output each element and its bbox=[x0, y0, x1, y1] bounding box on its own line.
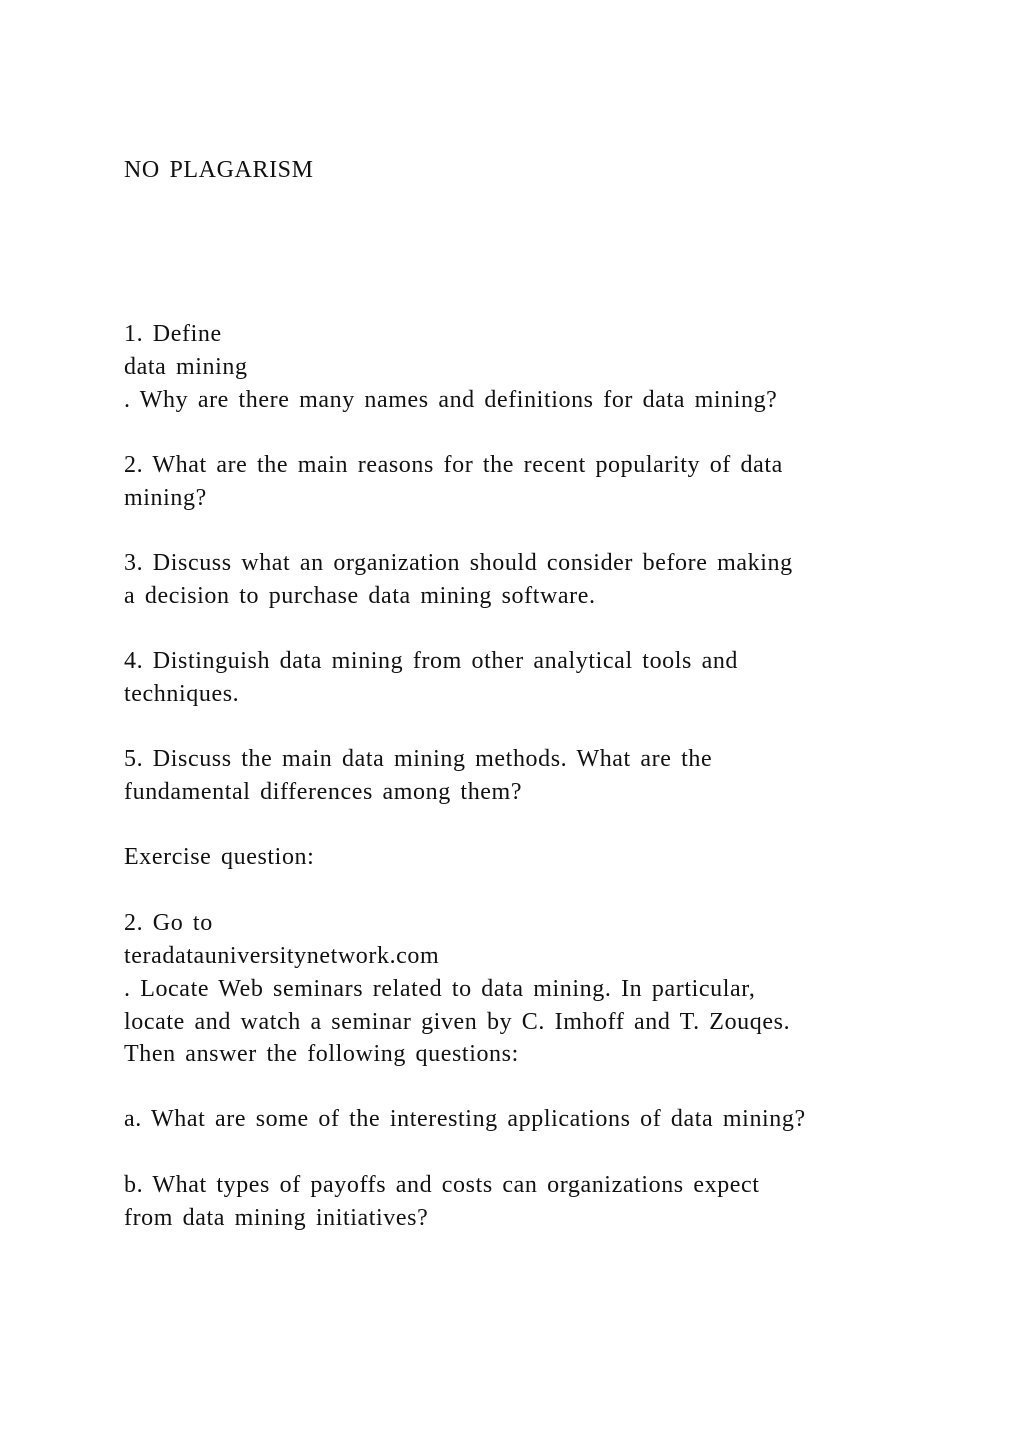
question-5-line-1: 5. Discuss the main data mining methods. What are the bbox=[124, 746, 713, 772]
exercise-2-line-3: . Locate Web seminars related to data mining. In particular, bbox=[124, 976, 756, 1002]
question-2-line-2: mining? bbox=[124, 485, 207, 511]
exercise-b-line-1: b. What types of payoffs and costs can organizations expect bbox=[124, 1172, 760, 1198]
exercise-heading: Exercise question: bbox=[124, 844, 315, 870]
exercise-a-line-1: a. What are some of the interesting applications of data mining? bbox=[124, 1106, 806, 1132]
exercise-b-line-2: from data mining initiatives? bbox=[124, 1205, 429, 1231]
question-4-line-1: 4. Distinguish data mining from other analytical tools and bbox=[124, 648, 739, 674]
question-3-line-2: a decision to purchase data mining software. bbox=[124, 583, 596, 609]
question-2-line-1: 2. What are the main reasons for the recent popularity of data bbox=[124, 452, 783, 478]
question-1-line-1: 1. Define bbox=[124, 321, 222, 347]
question-4-line-2: techniques. bbox=[124, 681, 240, 707]
exercise-2-line-4: locate and watch a seminar given by C. Imhoff and T. Zouqes. bbox=[124, 1009, 791, 1035]
question-5-line-2: fundamental differences among them? bbox=[124, 779, 523, 805]
question-1-line-3: . Why are there many names and definitions for data mining? bbox=[124, 387, 778, 413]
document-heading: NO PLAGARISM bbox=[124, 157, 314, 183]
exercise-2-line-5: Then answer the following questions: bbox=[124, 1041, 519, 1067]
question-1-line-2: data mining bbox=[124, 354, 248, 380]
exercise-2-line-1: 2. Go to bbox=[124, 910, 213, 936]
question-3-line-1: 3. Discuss what an organization should consider before making bbox=[124, 550, 793, 576]
exercise-2-url: teradatauniversitynetwork.com bbox=[124, 943, 440, 969]
